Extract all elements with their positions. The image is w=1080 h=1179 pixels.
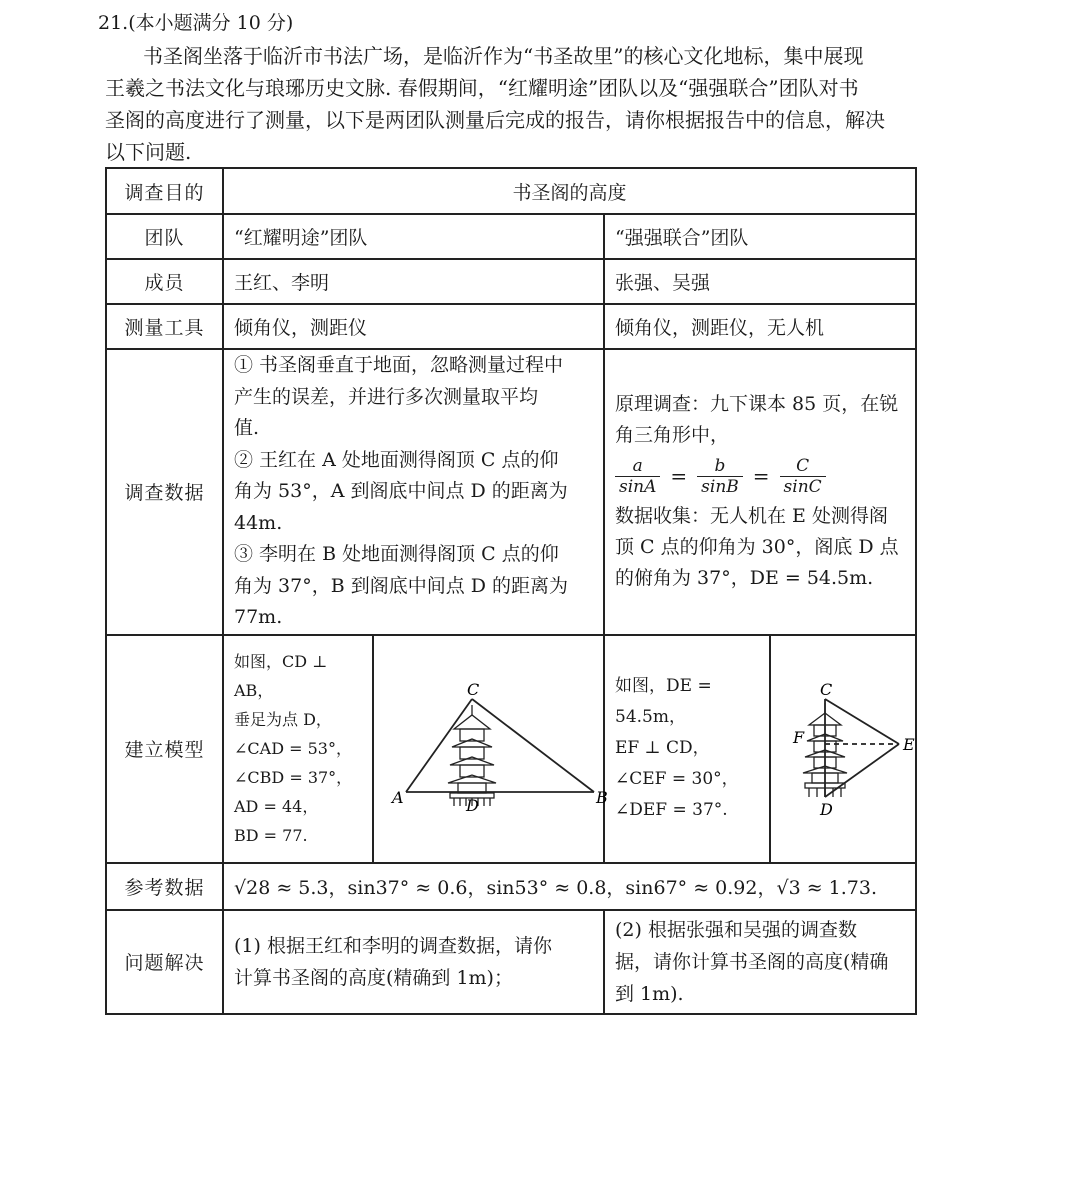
point-b-label: B (596, 787, 608, 807)
figure-a (373, 635, 608, 863)
data-a-line: 44m. (234, 511, 283, 534)
members-a: 王红、李明 (223, 259, 604, 304)
point-d-label: D (820, 799, 833, 819)
solve-b-line: (2) 根据张强和吴强的调查数 (615, 918, 857, 941)
fraction-den: sinA (615, 476, 660, 497)
report-table (105, 167, 917, 1015)
tools-b: 倾角仪，测距仪，无人机 (604, 304, 916, 349)
table-row (106, 259, 916, 304)
data-a-line: 77m. (234, 606, 283, 628)
tools-label: 测量工具 (106, 304, 223, 349)
data-b-line: 角三角形中， (615, 424, 730, 447)
model-a-line: 垂足为点 D， (234, 710, 332, 729)
table-row (106, 910, 916, 1014)
purpose-label: 调查目的 (106, 168, 223, 214)
table-row (106, 304, 916, 349)
table-row (106, 635, 916, 863)
solve-a-line: 计算书圣阁的高度(精确到 1m)； (234, 966, 513, 989)
data-a-line: ① 书圣阁垂直于地面，忽略测量过程中 (234, 354, 564, 376)
data-b-line: 数据收集：无人机在 E 处测得阁 (615, 505, 888, 528)
intro-line: 王羲之书法文化与琅琊历史文脉. 春假期间，“红耀明途”团队以及“强强联合”团队对书 (105, 76, 859, 100)
data-a-line: 值. (234, 417, 260, 439)
fraction-c (780, 456, 826, 497)
team-label: 团队 (106, 214, 223, 259)
figure-b (770, 635, 916, 863)
intro-line: 圣阁的高度进行了测量，以下是两团队测量后完成的报告，请你根据报告中的信息，解决 (105, 108, 885, 132)
members-b: 张强、吴强 (604, 259, 916, 304)
triangle-lines (406, 699, 594, 792)
data-a-line: 产生的误差，并进行多次测量取平均 (234, 385, 539, 408)
purpose-value: 书圣阁的高度 (223, 168, 916, 214)
data-a-line: 角为 37°，B 到阁底中间点 D 的距离为 (234, 574, 569, 597)
table-row (106, 214, 916, 259)
fraction-a (615, 456, 660, 497)
model-a-line: 如图，CD ⊥ AB， (234, 652, 328, 700)
solve-b-line: 据，请你计算书圣阁的高度(精确 (615, 950, 889, 973)
model-a-line: AD = 44， (234, 797, 319, 816)
model-a-line: ∠CAD = 53°， (234, 739, 352, 758)
point-c-label: C (820, 679, 833, 699)
data-b-line: 的俯角为 37°，DE = 54.5m. (615, 567, 874, 590)
table-row (106, 168, 916, 214)
fraction-num: b (714, 455, 726, 476)
question-header (98, 8, 293, 35)
law-of-sines (615, 451, 905, 501)
fraction-den: sinB (697, 476, 743, 497)
solve-b (604, 910, 916, 1014)
model-b-line: ∠CEF = 30°， (615, 769, 739, 789)
team-a: “红耀明途”团队 (223, 214, 604, 259)
intro-line: 书圣阁坐落于临沂市书法广场，是临沂作为“书圣故里”的核心文化地标，集中展现 (143, 44, 864, 68)
fraction-den: sinC (780, 476, 826, 497)
ref-label: 参考数据 (106, 863, 223, 910)
equals-sign: = (670, 463, 688, 488)
question-number: 21. (98, 12, 129, 34)
data-a-line: ③ 李明在 B 处地面测得阁顶 C 点的仰 (234, 543, 559, 565)
triangle-figure-a (384, 637, 613, 861)
data-b-line: 原理调查：九下课本 85 页，在锐 (615, 393, 899, 416)
point-e-label: E (903, 734, 915, 754)
data-b (604, 349, 916, 635)
question-points: (本小题满分 10 分) (128, 12, 294, 34)
model-a-text (223, 635, 373, 863)
model-a-line: ∠CBD = 37°， (234, 768, 353, 787)
intro-line: 以下问题. (105, 140, 192, 164)
solve-b-line: 到 1m). (615, 982, 684, 1005)
model-b-line: EF ⊥ CD， (615, 738, 710, 758)
model-b-text (604, 635, 770, 863)
solve-label: 问题解决 (106, 910, 223, 1014)
point-d-label: D (466, 795, 479, 815)
pagoda-illustration (448, 705, 496, 806)
point-f-label: F (793, 727, 805, 747)
data-a (223, 349, 604, 635)
solve-a-line: (1) 根据王红和李明的调查数据，请你 (234, 934, 552, 957)
model-b-line: ∠DEF = 37°. (615, 800, 728, 820)
ref-value: √28 ≈ 5.3，sin37° ≈ 0.6，sin53° ≈ 0.8，sin67° ≈ 0.92，√3 ≈ 1.73. (223, 863, 916, 910)
table-row (106, 863, 916, 910)
data-a-line: ② 王红在 A 处地面测得阁顶 C 点的仰 (234, 448, 559, 471)
tools-a: 倾角仪，测距仪 (223, 304, 604, 349)
point-a-label: A (392, 787, 404, 807)
solve-a (223, 910, 604, 1014)
fraction-b (697, 456, 743, 497)
triangle-figure-b (781, 637, 925, 861)
point-c-label: C (467, 679, 480, 699)
team-b: “强强联合”团队 (604, 214, 916, 259)
data-label: 调查数据 (106, 349, 223, 635)
question-intro (105, 40, 920, 168)
fraction-num: C (796, 455, 810, 476)
data-b-line: 顶 C 点的仰角为 30°，阁底 D 点 (615, 536, 899, 559)
equals-sign: = (752, 463, 770, 488)
model-a-line: BD = 77. (234, 826, 308, 845)
fraction-num: a (632, 455, 643, 476)
data-a-line: 角为 53°，A 到阁底中间点 D 的距离为 (234, 480, 568, 502)
model-b-line: 如图，DE = 54.5m， (615, 676, 712, 727)
model-label: 建立模型 (106, 635, 223, 863)
members-label: 成员 (106, 259, 223, 304)
table-row (106, 349, 916, 635)
